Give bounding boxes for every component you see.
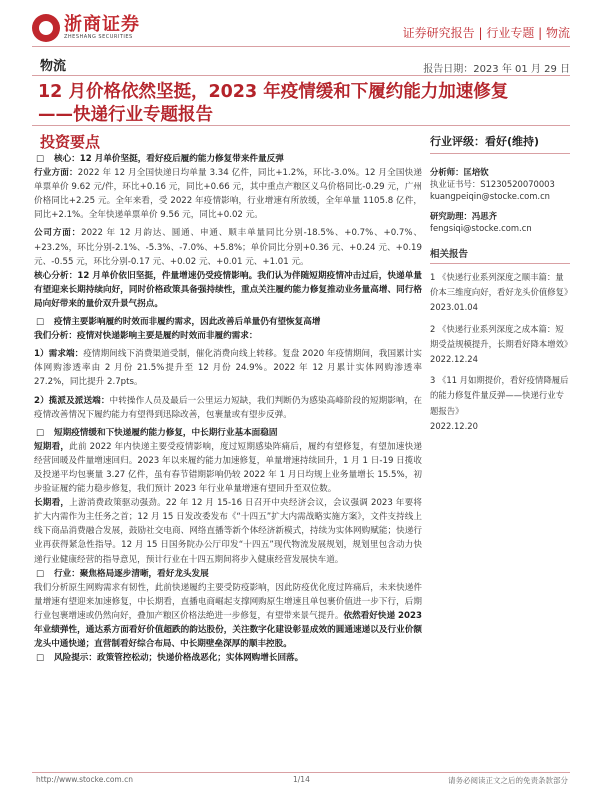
section-title: 投资要点 [40, 133, 101, 151]
bullet-heading: □ 核心：12 月单价坚挺，看好疫后履约能力修复带来件量反弹 [34, 152, 422, 166]
bullet-heading: □ 行业：聚焦格局逐步清晰，看好龙头发展 [34, 567, 422, 581]
license-number: 执业证书号：S1230520070003 [430, 179, 555, 189]
paragraph: 短期看，此前 2022 年内快递主要受疫情影响，度过短期感染阵痛后，履约有望修复，有望加速快递经营回暖及件量增速回归。2023 年以来履约能力加速修复，单量增速持续回升，1 月 1 日-19 日揽收及投递平均包裹量 3.27 亿件，虽有春节错期影响仍较 2022 年 1 月日均规上业务量增长 15.5%，初步验证履约能力稳步修复，我们预计 2023 年行业单量增速有望回升至双位数。 [34, 441, 422, 495]
analyst-info [430, 166, 570, 234]
related-reports-title: 相关报告 [430, 246, 570, 264]
analyst-name: 分析师：匡培钦 [430, 167, 489, 177]
footer-url[interactable]: http://www.stocke.com.cn [36, 775, 133, 784]
divider [32, 125, 570, 126]
divider [32, 75, 570, 76]
paragraph: 行业方面：2022 年 12 月全国快递日均单量 3.34 亿件，同比+1.2%，环比-3.0%。12 月全国快递单票单价 9.62 元/件，环比+0.16 元，同比+0.66 元，其中重点产粮区义乌价格同比-0.29 元，广州价格同比+2.25 元。全年来看，受 2022 年疫情影响，行业增速有所放缓，全年单量 1105.8 亿件，同比+2.1%。全年快递单票单价 9.56 元，同比+0.02 元。 [34, 168, 422, 221]
assistant-email: fengsiqi@stocke.com.cn [430, 223, 532, 233]
analyst-email: kuangpeiqin@stocke.com.cn [430, 191, 550, 201]
divider [32, 772, 570, 773]
paragraph: 长期看，上游消费政策驱动强劲。22 年 12 月 15-16 日召开中央经济会议，会议强调 2023 年要将扩大内需作为主任务之首；12 月 15 日发改委发布《“十四五”扩大内需战略实施方案》，文件支持线上线下商品消费融合发展，鼓励社交电商、网络直播等新个体经济新模式，持续为实体网购赋能；快递行业再获得紧急性指导。12 月 15 日国务院办公厅印发“十四五”现代物流发展规划，规划里包含动力快递行业健康经营的指导意见，预计行业在十四五期间将步入健康经营发展快车道。 [34, 498, 422, 565]
paragraph: 公司方面：2022 年 12 月韵达、圆通、申通、顺丰单量同比分别-18.5%、+0.7%、+0.7%、+23.2%，环比分别-2.1%、-5.3%、-7.0%、+5.8%；单价同比分别+0.36 元、+0.24 元、+0.19 元、-0.55 元，环比分别-0.17 元、+0.02 元、+0.01 元、+1.01 元。 [34, 228, 422, 267]
category-label: 物流 [40, 59, 67, 74]
title-line-2: ——快递行业专题报告 [38, 105, 213, 125]
main-content [34, 152, 422, 665]
divider [32, 46, 570, 47]
sidebar [430, 133, 573, 440]
related-report-item[interactable]: 1 《快递行业系列深度之顺丰篇：量价本三维度向好，看好龙头价值修复》 2023.01.04 [430, 272, 573, 313]
title-line-1: 12 月价格依然坚挺，2023 年疫情缓和下履约能力加速修复 [38, 82, 509, 102]
bullet-heading: □ 短期疫情缓和下快递履约能力修复，中长期行业基本面稳固 [34, 426, 422, 440]
header-nav: 证券研究报告 | 行业专题 | 物流 [402, 26, 570, 40]
paragraph: 2）揽派及派送端：中转操作人员及最后一公里运力短缺，我们判断仍为感染高峰阶段的短期影响，在疫情改善情况下履约能力有望得到迅除改善，包裹量或有望步反弹。 [34, 395, 422, 420]
related-reports-list [430, 270, 573, 434]
company-logo [32, 14, 140, 42]
related-report-item[interactable]: 3 《11 月如期提价，看好疫情降履后的能力修复件量反弹——快递行业专题报告》 2022.12.20 [430, 375, 569, 431]
logo-subtitle: ZHESHANG SECURITIES [64, 34, 133, 40]
industry-rating: 行业评级：看好(维持) [430, 133, 570, 154]
footer-disclaimer: 请务必阅读正文之后的免责条款部分 [448, 776, 568, 785]
logo-mark-icon [32, 14, 60, 42]
assistant-name: 研究助理：冯思齐 [430, 211, 497, 221]
core-view: 核心分析：12 月单价依旧坚挺，件量增速仍受疫情影响。我们认为伴随短期疫情冲击过后，快递单量有望迎来长期持续向好，同时价格政策具备强持续性，重点关注履约能力修复推动业务量高增、同行格局向好带来的量价双升景气拐点。 [34, 270, 422, 309]
page-number: 1/14 [293, 775, 310, 784]
paragraph: 1）需求端：疫情期间线下消费渠道受制，催化消费向线上转移。复盘 2020 年疫情期间，我国累计实体网购渗透率由 2 月份 21.5%提升至 12 月份 24.9%。2022 年 12 月累计实体网购渗透率 27.2%，同比提升 2.7pts。 [34, 349, 422, 388]
paragraph: 我们分析原生网购需求有韧性，此前快递履约主要受防疫影响，因此防疫优化度过阵痛后，未来快递件量增速有望迎来加速修复，中长期看，直播电商崛起支撑网购原生增速且单包裹价值进一步下行，后期行业包裹增速或仍然向好，叠加产粮区价格法绝进一步修复，有望带来景气提升。依然看好快递 2023 年业绩弹性，通达系方面看好价值超跌的韵达股份，关注数字化建设彰显成效的圆通速递以及行业价额龙头中通快递；直营制看好综合布局、中长期壁垒深厚的顺丰控股。 [34, 582, 422, 650]
risk-warning: □ 风险提示：政策管控松动；快递价格战恶化；实体网购增长回落。 [34, 651, 422, 665]
report-title [38, 81, 578, 127]
report-date: 报告日期：2023 年 01 月 29 日 [423, 64, 570, 75]
bullet-heading: □ 疫情主要影响履约时效而非履约需求，因此改善后单量仍有望恢复高增 [34, 315, 422, 329]
paragraph: 我们分析：疫情对快递影响主要是履约时效而非履约需求： [34, 331, 258, 342]
related-report-item[interactable]: 2 《快递行业系列深度之成本篇：短期受益规模提升，长期看好降本增效》 2022.12.24 [430, 323, 573, 365]
logo-name: 浙商证券 [64, 14, 140, 35]
